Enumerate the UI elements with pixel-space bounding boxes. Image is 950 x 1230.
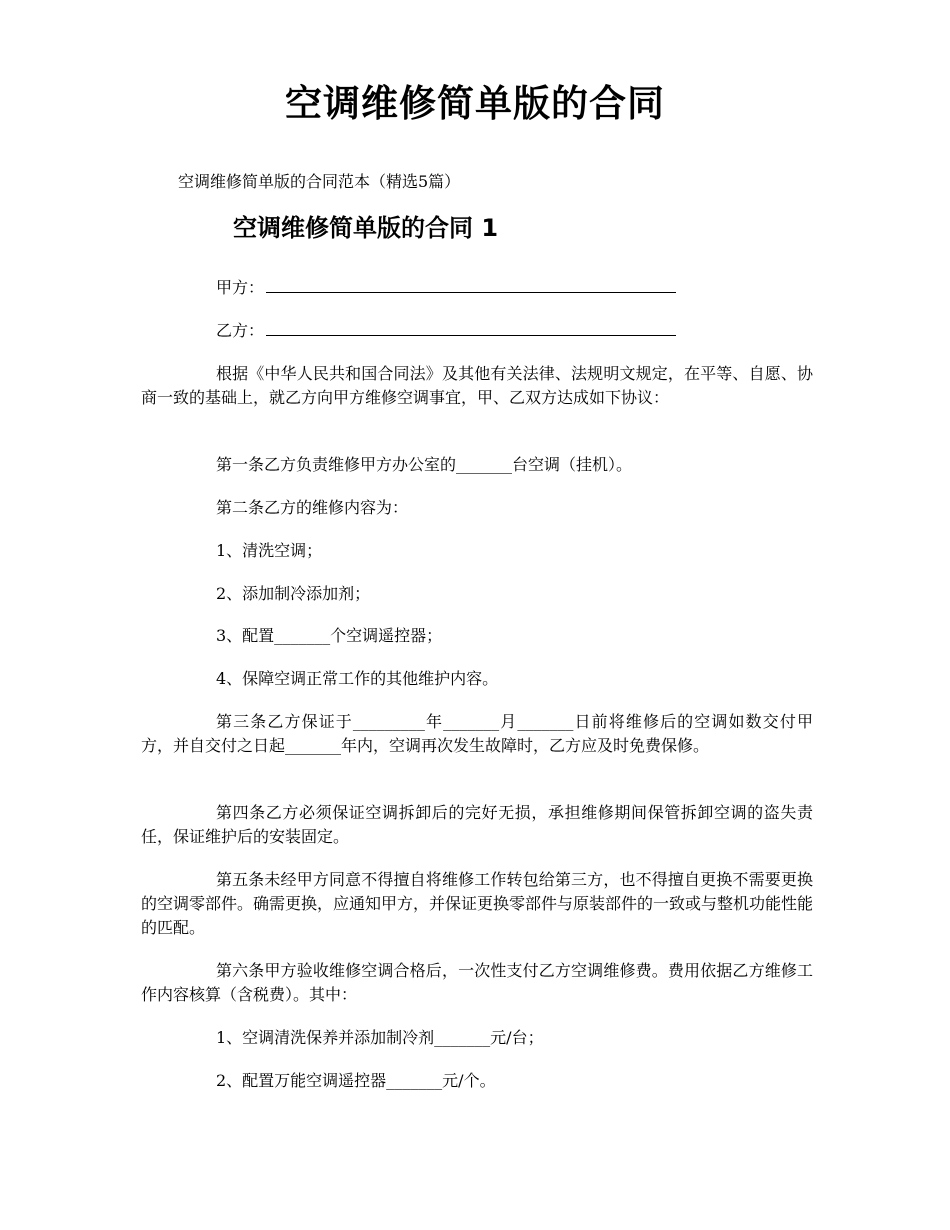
party-b-label: 乙方： — [216, 321, 265, 340]
paragraph: 第四条乙方必须保证空调拆卸后的完好无损，承担维修期间保管拆卸空调的盗失责任，保证维护后的安装固定。 — [141, 803, 813, 846]
paragraph: 第三条乙方保证于_________年_______月_______日前将维修后的空调如数交付甲方，并自交付之日起_______年内，空调再次发生故障时，乙方应及时免费保修。 — [141, 712, 813, 755]
section-title: 空调维修简单版的合同 1 — [233, 214, 499, 242]
paragraph: 2、配置万能空调遥控器_______元/个。 — [216, 1071, 496, 1090]
party-a-label: 甲方： — [216, 278, 265, 297]
document-title: 空调维修简单版的合同 — [285, 82, 665, 125]
paragraph: 第一条乙方负责维修甲方办公室的_______台空调（挂机）。 — [216, 455, 633, 474]
party-a-blank-line — [266, 276, 676, 293]
party-a-row — [216, 276, 676, 300]
paragraph: 根据《中华人民共和国合同法》及其他有关法律、法规明文规定，在平等、自愿、协商一致的基础上，就乙方向甲方维修空调事宜，甲、乙双方达成如下协议： — [141, 364, 813, 407]
party-b-blank-line — [266, 319, 676, 336]
paragraph: 1、清洗空调； — [216, 541, 323, 560]
party-b-row — [216, 319, 676, 343]
paragraph: 4、保障空调正常工作的其他维护内容。 — [216, 669, 499, 688]
paragraph: 2、添加制冷添加剂； — [216, 584, 371, 603]
document-subtitle: 空调维修简单版的合同范本（精选5篇） — [178, 172, 461, 191]
paragraph: 3、配置_______个空调遥控器； — [216, 626, 443, 645]
paragraph: 第六条甲方验收维修空调合格后，一次性支付乙方空调维修费。费用依据乙方维修工作内容核算（含税费）。其中： — [141, 961, 813, 1004]
paragraph: 第二条乙方的维修内容为： — [216, 498, 409, 517]
paragraph: 1、空调清洗保养并添加制冷剂_______元/台； — [216, 1028, 544, 1047]
paragraph: 第五条未经甲方同意不得擅自将维修工作转包给第三方，也不得擅自更换不需要更换的空调零部件。确需更换，应通知甲方，并保证更换零部件与原装部件的一致或与整机功能性能的匹配。 — [141, 870, 814, 937]
